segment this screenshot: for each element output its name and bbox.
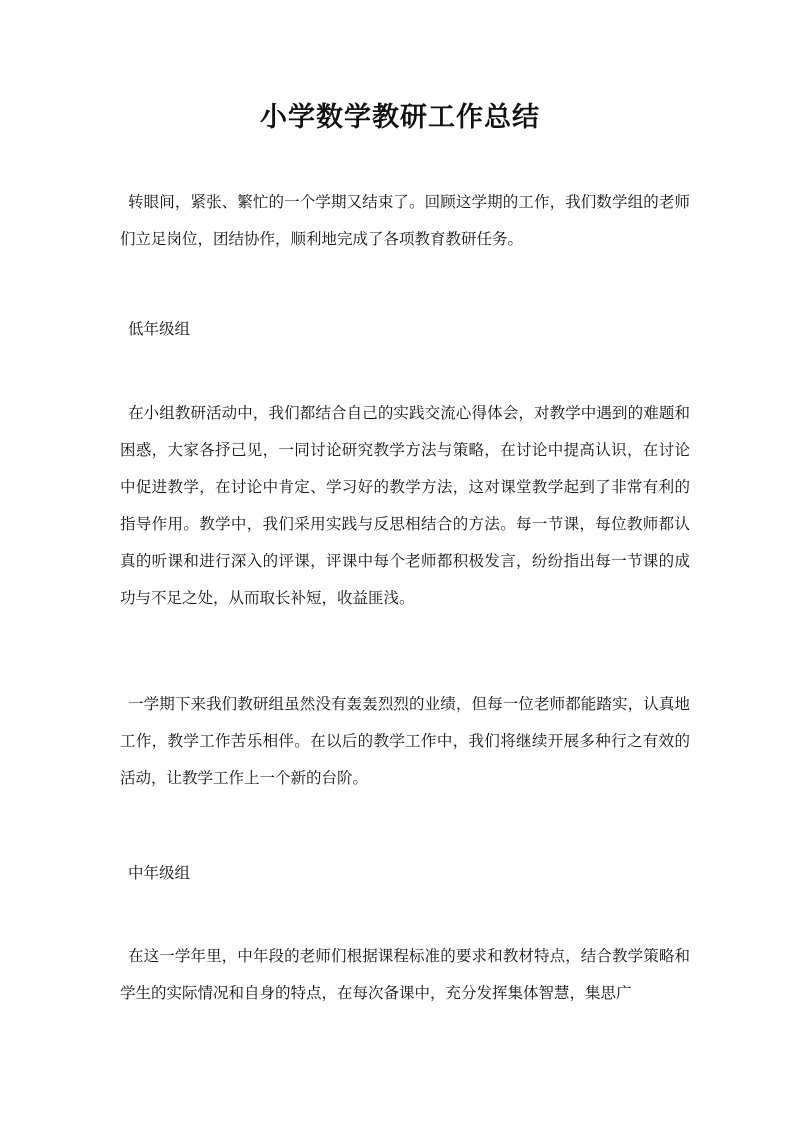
document-title: 小学数学教研工作总结 <box>260 102 540 133</box>
section-heading-middle-grade: 中年级组 <box>128 864 191 882</box>
lower-grade-paragraph-1: 在小组教研活动中，我们都结合自己的实践交流心得体会，对教学中遇到的难题和困惑，大家各抒己见，一同讨论研究教学方法与策略，在讨论中提高认识，在讨论中促进教学，在讨论中肯定、学习好的教学方法，这对课堂教学起到了非常有利的指导作用。教学中，我们采用实践与反思相结合的方法。每一节课，每位教师都认真的听课和进行深入的评课，评课中每个老师都积极发言，纷纷指出每一节课的成功与不足之处，从而取长补短，收益匪浅。 <box>120 404 690 607</box>
section-heading-lower-grade: 低年级组 <box>128 320 191 338</box>
intro-paragraph: 转眼间，紧张、繁忙的一个学期又结束了。回顾这学期的工作，我们数学组的老师们立足岗位，团结协作，顺利地完成了各项教育教研任务。 <box>120 193 690 248</box>
middle-grade-paragraph-1: 在这一学年里，中年段的老师们根据课程标准的要求和教材特点，结合教学策略和学生的实际情况和自身的特点，在每次备课中，充分发挥集体智慧，集思广 <box>120 947 690 1002</box>
lower-grade-paragraph-2: 一学期下来我们教研组虽然没有轰轰烈烈的业绩，但每一位老师都能踏实，认真地工作，教学工作苦乐相伴。在以后的教学工作中，我们将继续开展多种行之有效的活动，让教学工作上一个新的台阶。 <box>120 695 690 787</box>
